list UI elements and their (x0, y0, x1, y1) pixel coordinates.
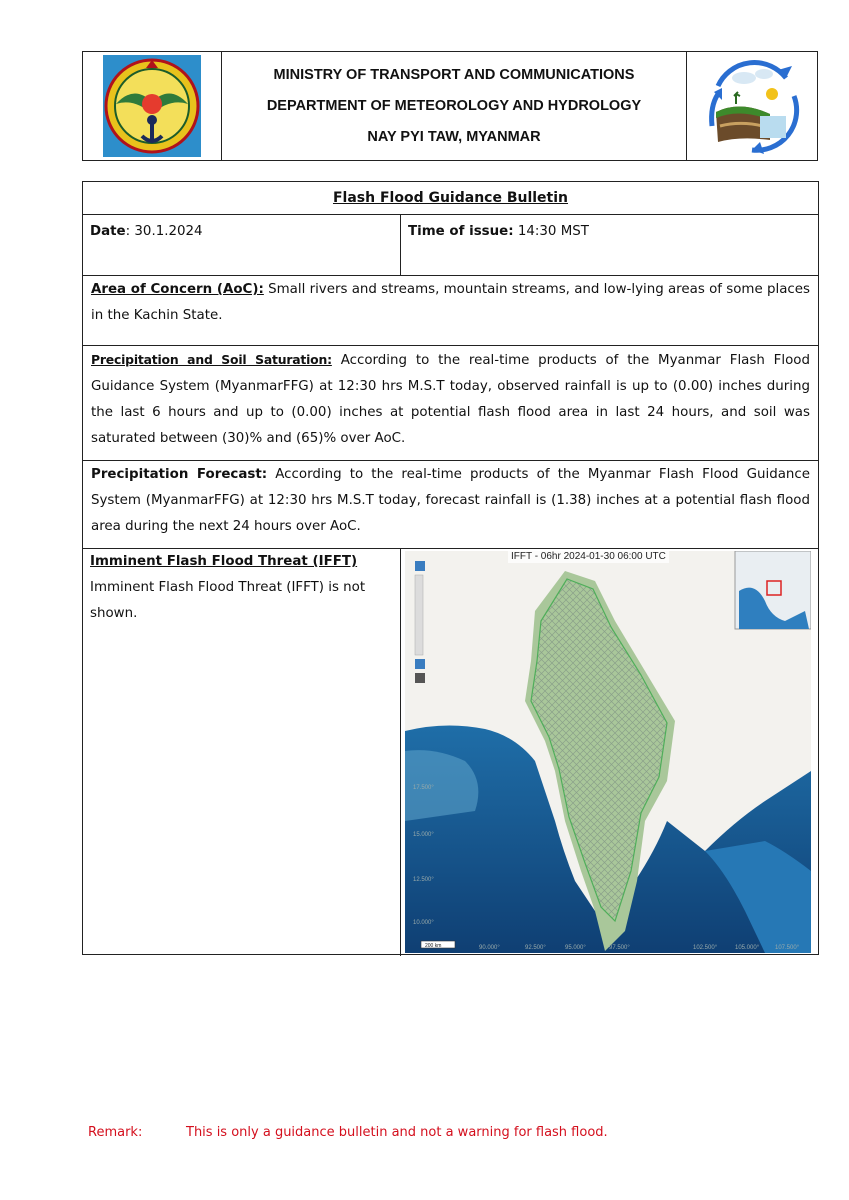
lon-tick: 95.000° (565, 945, 586, 951)
lat-tick: 15.000° (413, 832, 434, 838)
aoc-text: Small rivers and streams, mountain streams, and low-lying areas of some places in the Kachin State. (91, 282, 810, 323)
map-scale: 200 km (425, 943, 442, 949)
remark-text: This is only a guidance bulletin and not a warning for flash flood. (186, 1125, 608, 1140)
letterhead-title (222, 52, 686, 160)
precipitation-row (83, 346, 818, 461)
time-cell (401, 215, 818, 275)
map-caption: IFFT - 06hr 2024-01-30 06:00 UTC (508, 551, 669, 563)
lat-tick: 12.500° (413, 877, 434, 883)
lon-tick: 105.000° (735, 945, 760, 951)
forecast-row (83, 461, 818, 549)
lat-tick: 10.000° (413, 920, 434, 926)
bulletin-table (82, 181, 819, 955)
hydrological-cycle-icon (700, 56, 804, 156)
forecast-label: Precipitation Forecast: (91, 467, 268, 482)
lon-tick: 97.500° (609, 945, 630, 951)
forecast-text: According to the real-time products of the Myanmar Flash Flood Guidance System (MyanmarFFG) at 12:30 hrs M.S.T today, forecast rainfall is (1.38) inches at a potential flash flood area during the next 24 hours over AoC. (91, 467, 810, 534)
lon-tick: 90.000° (479, 945, 500, 951)
date-label: Date (90, 224, 126, 239)
location: NAY PYI TAW, MYANMAR (367, 128, 541, 145)
ifft-text: Imminent Flash Flood Threat (IFFT) is not shown. (90, 580, 366, 621)
lon-tick: 92.500° (525, 945, 546, 951)
left-logo-cell (83, 52, 222, 160)
bulletin-title-row (83, 182, 818, 215)
precip-text: According to the real-time products of the Myanmar Flash Flood Guidance System (MyanmarFFG) at 12:30 hrs M.S.T today, observed rainfall is up to (0.00) inches during the last 6 hours and up to (0.00) inches at potential flash flood area in last 24 hours, and soil was saturated between (30)% and (65)% over AoC. (91, 353, 810, 446)
department-name: DEPARTMENT OF METEOROLOGY AND HYDROLOGY (266, 97, 642, 114)
precip-label: Precipitation and Soil Saturation: (91, 352, 332, 367)
date-time-row (83, 215, 818, 276)
ifft-row (83, 549, 818, 956)
ifft-map (401, 549, 818, 956)
letterhead (82, 51, 818, 161)
area-of-concern-row (83, 276, 818, 346)
ifft-cell (83, 549, 401, 956)
map-image (405, 551, 811, 953)
time-value: 14:30 MST (513, 224, 589, 239)
remark-label: Remark: (88, 1125, 143, 1140)
date-value: : 30.1.2024 (125, 224, 203, 239)
ministry-name: MINISTRY OF TRANSPORT AND COMMUNICATIONS (273, 66, 635, 83)
lon-tick: 102.500° (693, 945, 718, 951)
aoc-label: Area of Concern (AoC): (91, 282, 264, 297)
bulletin-title: Flash Flood Guidance Bulletin (332, 190, 569, 206)
lat-tick: 17.500° (413, 785, 434, 791)
lon-tick: 107.500° (775, 945, 800, 951)
ministry-emblem-icon (102, 54, 202, 158)
date-cell (83, 215, 401, 275)
ifft-label: Imminent Flash Flood Threat (IFFT) (90, 554, 358, 569)
right-logo-cell (686, 52, 817, 160)
time-label: Time of issue: (408, 224, 514, 239)
